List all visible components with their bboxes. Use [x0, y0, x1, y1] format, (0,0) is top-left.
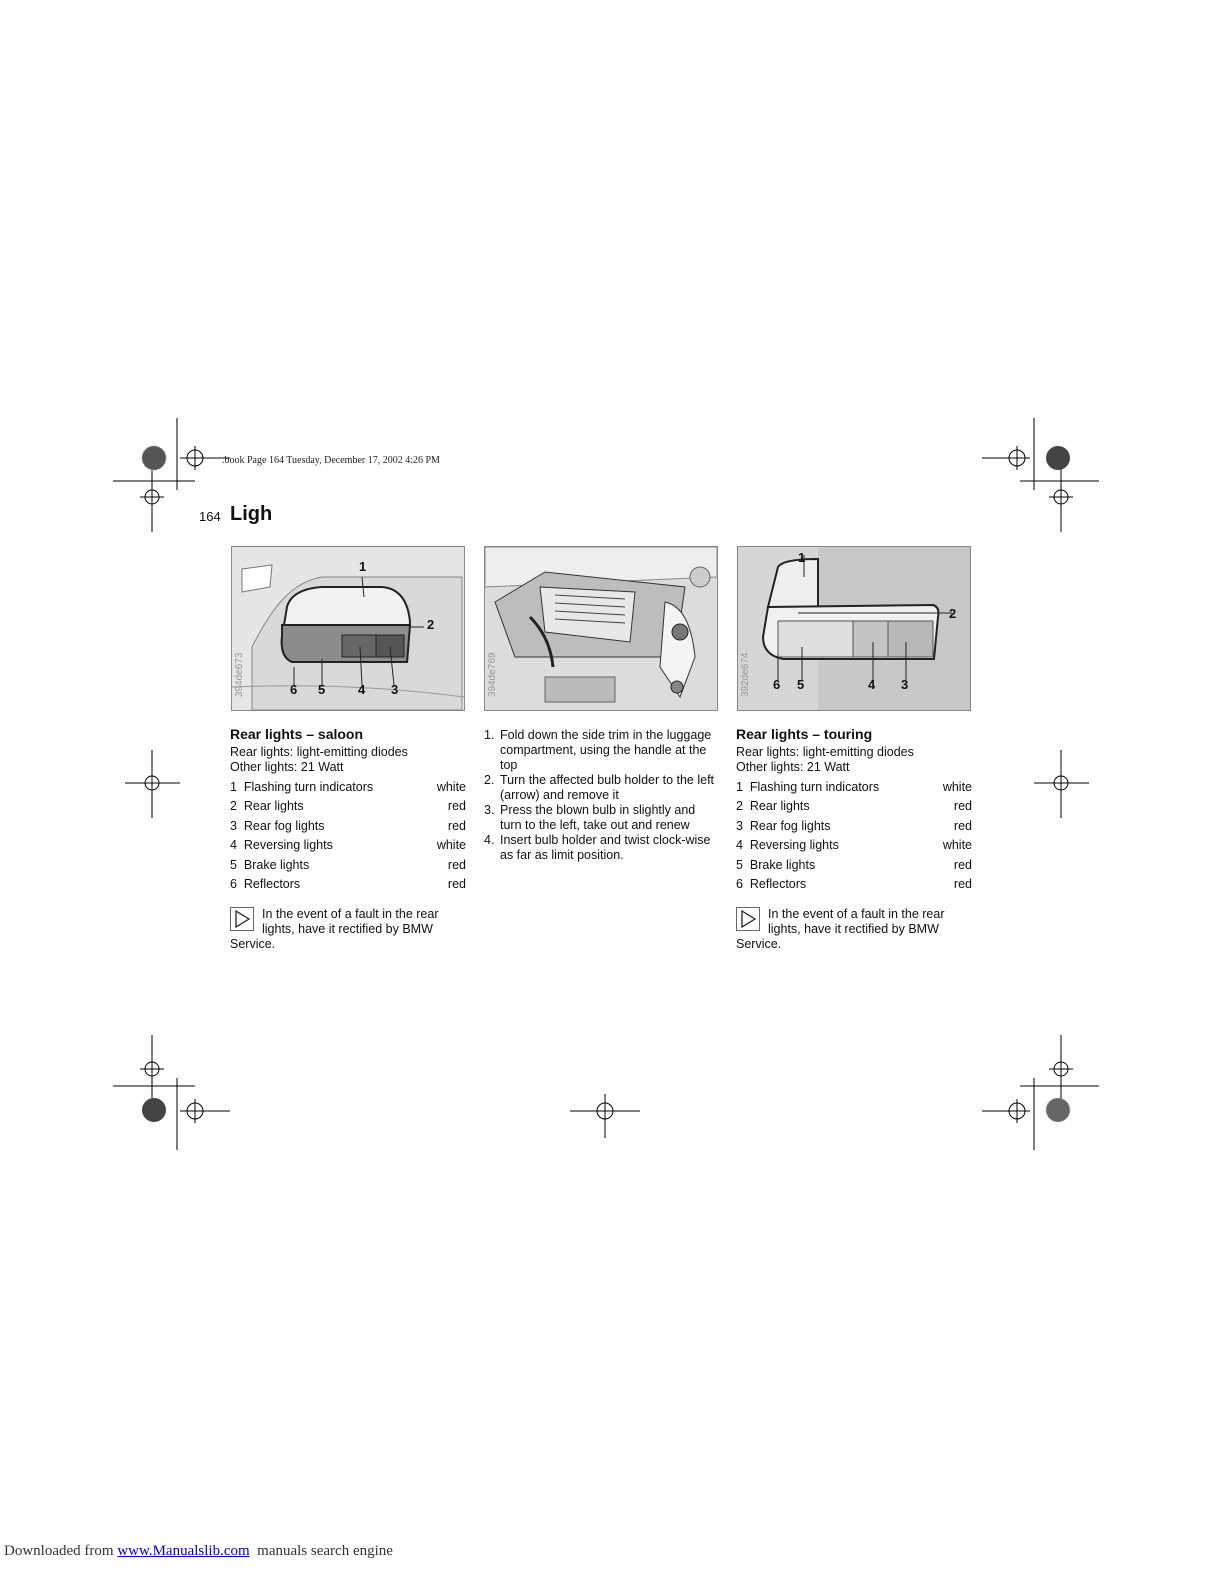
light-label: 5 Brake lights: [230, 857, 310, 872]
light-label: 3 Rear fog lights: [230, 818, 325, 833]
light-row: [230, 856, 466, 876]
step-text: Press the blown bulb in slightly and turn to the left, take out and renew: [500, 803, 696, 832]
callout-1: 1: [359, 559, 367, 574]
step-item: [484, 833, 720, 863]
light-row: [230, 836, 466, 856]
step-item: [484, 728, 720, 773]
step-number: 2.: [484, 773, 495, 787]
light-label: 1 Flashing turn indicators: [230, 779, 374, 794]
note-text-end: Service.: [230, 936, 276, 951]
callout-2: 2: [949, 606, 957, 621]
figure-code: 394de769: [487, 652, 498, 697]
callout-5: 5: [797, 677, 805, 692]
light-color: red: [953, 877, 972, 891]
page-number: 164: [199, 509, 221, 524]
light-row: [736, 856, 972, 876]
step-number: 1.: [484, 728, 495, 742]
note-arrow-icon: [230, 907, 254, 931]
touring-section: [736, 727, 972, 952]
callout-6: 6: [773, 677, 781, 692]
light-color: white: [436, 838, 466, 852]
light-row: [736, 875, 972, 895]
light-label: 4 Reversing lights: [736, 838, 839, 852]
step-item: [484, 803, 720, 833]
light-label: 2 Rear lights: [736, 799, 810, 813]
figure-saloon-rear-light: [231, 546, 465, 711]
light-label: 6 Reflectors: [230, 877, 301, 891]
light-color: white: [436, 779, 466, 794]
footer-suffix: manuals search engine: [249, 1543, 393, 1559]
light-color: red: [447, 799, 466, 813]
saloon-section: [230, 727, 466, 952]
callout-3: 3: [901, 677, 909, 692]
light-row: [230, 797, 466, 817]
callout-3: 3: [391, 682, 399, 697]
footer-prefix: Downloaded from: [4, 1543, 118, 1559]
light-color: red: [953, 818, 972, 833]
luggage-compartment-illustration: [485, 547, 717, 710]
step-text: Insert bulb holder and twist clock-wise as far as limit position.: [500, 833, 711, 862]
light-label: 2 Rear lights: [230, 799, 304, 813]
section-title: Rear lights – saloon: [230, 726, 364, 742]
light-color: white: [942, 779, 972, 794]
step-text: Turn the affected bulb holder to the left (arrow) and remove it: [500, 773, 715, 802]
light-label: 3 Rear fog lights: [736, 818, 831, 833]
service-note: [230, 907, 466, 952]
replacement-steps: [484, 728, 720, 863]
callout-5: 5: [318, 682, 326, 697]
light-color: red: [447, 877, 466, 891]
figure-code: 392de674: [740, 652, 751, 697]
page-title: Ligh: [230, 503, 273, 525]
figure-luggage-compartment: [484, 546, 718, 711]
callout-4: 4: [358, 682, 366, 697]
figure-code: 394de673: [234, 652, 245, 697]
note-text-end: Service.: [736, 936, 782, 951]
manualslib-link[interactable]: www.Manualslib.com: [117, 1543, 250, 1559]
light-label: 5 Brake lights: [736, 857, 816, 872]
light-row: [230, 875, 466, 895]
light-row: [736, 778, 972, 798]
callout-4: 4: [868, 677, 876, 692]
callout-1: 1: [798, 550, 806, 565]
light-row: [736, 836, 972, 856]
step-text: Fold down the side trim in the luggage compartment, using the handle at the top: [500, 728, 712, 772]
service-note: [736, 907, 972, 952]
light-row: [736, 797, 972, 817]
light-color: red: [953, 799, 972, 813]
watt-info: Other lights: 21 Watt: [230, 760, 344, 774]
light-label: 4 Reversing lights: [230, 838, 333, 852]
section-title: Rear lights – touring: [736, 726, 873, 742]
print-header-info: .book Page 164 Tuesday, December 17, 2002 4:26 PM: [222, 455, 440, 466]
step-number: 3.: [484, 803, 495, 817]
light-color: red: [447, 818, 466, 833]
light-color: red: [953, 857, 972, 872]
light-label: 6 Reflectors: [736, 877, 807, 891]
note-text: In the event of a fault in the rear lights, have it rectified by BMW: [768, 906, 945, 936]
led-info: Rear lights: light-emitting diodes: [230, 744, 408, 759]
watt-info: Other lights: 21 Watt: [736, 760, 850, 774]
light-row: [230, 778, 466, 798]
figure-touring-rear-light: [737, 546, 971, 711]
light-label: 1 Flashing turn indicators: [736, 779, 880, 794]
callout-6: 6: [290, 682, 298, 697]
note-text: In the event of a fault in the rear lights, have it rectified by BMW: [262, 906, 439, 936]
light-color: white: [942, 838, 972, 852]
light-color: red: [447, 857, 466, 872]
callout-2: 2: [427, 617, 435, 632]
download-footer: [4, 1543, 393, 1560]
light-row: [230, 817, 466, 837]
note-arrow-icon: [736, 907, 760, 931]
led-info: Rear lights: light-emitting diodes: [736, 744, 914, 759]
step-item: [484, 773, 720, 803]
light-row: [736, 817, 972, 837]
step-number: 4.: [484, 833, 495, 847]
